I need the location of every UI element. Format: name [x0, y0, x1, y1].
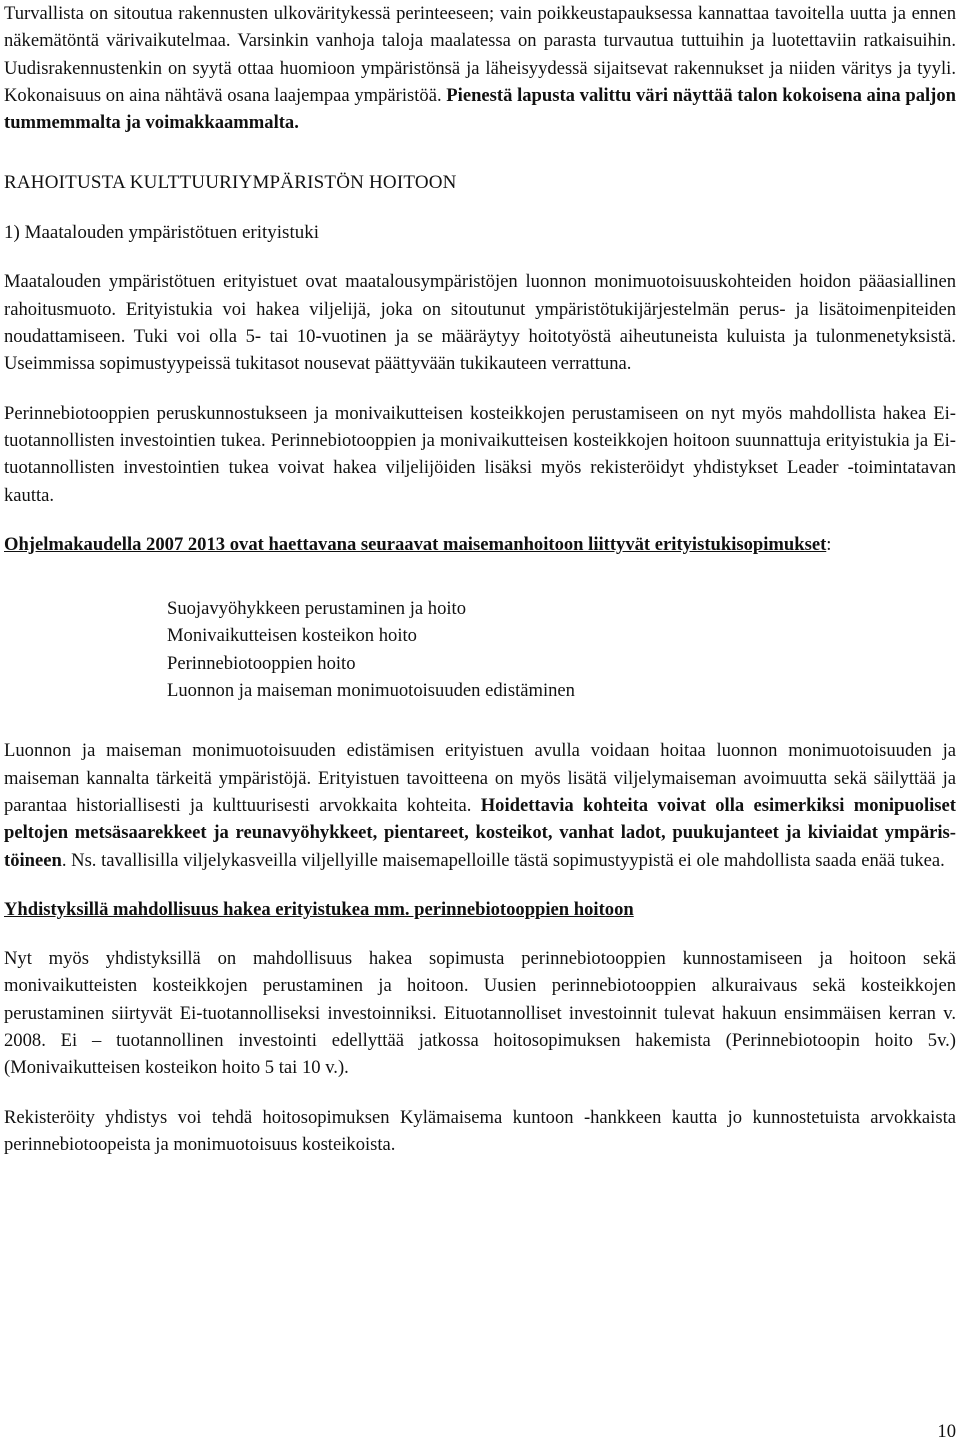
association-heading: Yhdistyksillä mahdollisuus hakea erityistukea mm. perinnebiotooppien hoitoon: [4, 898, 634, 920]
subsection-heading: 1) Maatalouden ympäristötuen erityistuki: [4, 222, 320, 244]
intro-bold-text: Pienestä lapusta valittu väri näyttää talon kokoisena aina paljon tummemmalta ja voimakkaammalta.: [4, 84, 956, 134]
list-item: Suojavyöhykkeen perustaminen ja hoito: [167, 598, 466, 620]
program-period-heading: Ohjelmakaudella 2007 2013 ovat haettavana seuraavat maisemanhoitoon liittyvät erityistukisopimukset: [4, 533, 827, 555]
agreement-type-list: [4, 595, 956, 704]
page-number: 10: [937, 1421, 956, 1442]
intro-text: Turvallista on sitoutua rakennusten ulkoväritykessä perinteeseen; vain poikkeustapauksessa kannattaa tavoitella uutta ja ennen näkemätöntä värivaikutelmaa. Varsinkin vanhoja taloja maalatessa on parasta turvautua tuttuihin ja luotettaviin ratkaisuihin. Uudisrakennustenkin on syytä ottaa huomioon ympäristönsä ja läheisyydessä sijaitsevat rakennukset ja niiden väritys ja tyyli. Kokonaisuus on aina nähtävä osana laajempaa ympäristöä.: [4, 3, 956, 106]
landscape-rest-text: . Ns. tavallisilla viljelykasveilla viljellyille maisemapelloille tästä sopimustyypistä ei ole mahdollista saada enää tukea.: [61, 849, 945, 871]
paragraph-environment-support: Maatalouden ympäristötuen erityistuet ovat maatalousympäristöjen luonnon monimuotoisuuskohteiden hoidon pääasiallinen rahoitusmuoto. Erityistukia voi hakea viljelijä, joka on sitoutunut ympäristötukijärjestelmän perus- ja lisätoimenpiteiden noudattamiseen. Tuki voi olla 5- tai 10-vuotinen ja se määräytyy hoitotyöstä aiheutuneista kuluista ja tulonmenetyksistä. Useimmissa sopimustyypeissä tukitasot nousevat päättyvään tukikauteen verrattuna.: [4, 271, 956, 375]
landscape-bold-text: Hoidettavia kohteita voivat olla esimerkiksi monipuoliset peltojen metsäsaarekkeet ja reunavyöhykkeet, pientareet, kosteikot, vanhat ladot, puukujanteet ja kiviaidat ympäristöineen: [4, 794, 956, 871]
paragraph-registered-association: Rekisteröity yhdistys voi tehdä hoitosopimuksen Kylämaisema kuntoon -hankkeen kautta jo kunnostetuista arvokkaista perinnebiotoopeista ja monimuotoisuus kosteikoista.: [4, 1106, 956, 1155]
paragraph-biotope-investments: Perinnebiotooppien peruskunnostukseen ja monivaikutteisen kosteikkojen perustamiseen on nyt myös mahdollista hakea Ei-tuotannollisten investointien tukea. Perinnebiotooppien ja monivaikutteisen kosteikkojen hoitoon suunnattuja erityistukia ja Ei-tuotannollisten investointien tukea voivat hakea viljelijöiden lisäksi myös rekisteröidyt yhdistykset Leader -toimintatavan kautta.: [4, 402, 956, 506]
paragraph-associations: Nyt myös yhdistyksillä on mahdollisuus hakea sopimusta perinnebiotooppien kunnostamiseen ja hoitoon sekä monivaikutteisten kosteikkojen perustaminen ja hoitoon. Uusien perinnebiotooppien alkuraivaus sekä kosteikkojen perustaminen siirtyvät Ei-tuotannolliseksi investoinniksi. Eituotannolliset investoinnit tulevat hakuun ensimmäisen kerran v. 2008. Ei – tuotannollinen investointi edellyttää jatkossa hoitosopimuksen hakemista (Perinnebiotoopin hoito 5v.) (Monivaikutteisen kosteikon hoito 5 tai 10 v.).: [4, 948, 956, 1079]
list-item: Monivaikutteisen kosteikon hoito: [167, 625, 417, 647]
paragraph-landscape-diversity: [4, 737, 956, 873]
program-period-paragraph: [4, 531, 956, 558]
section-heading: RAHOITUSTA KULTTUURIYMPÄRISTÖN HOITOON: [4, 172, 457, 194]
intro-paragraph: [4, 0, 956, 136]
list-item: Luonnon ja maiseman monimuotoisuuden edistäminen: [167, 680, 575, 702]
program-period-suffix: :: [826, 533, 832, 555]
landscape-text: Luonnon ja maiseman monimuotoisuuden edistämisen erityistuen avulla voidaan hoitaa luonnon monimuotoisuuden ja maiseman kannalta tärkeitä ympäristöjä. Erityistuen tavoitteena on myös lisätä viljelymaiseman avoimuutta sekä säilyttää ja parantaa historiallisesti ja kulttuurisesti arvokkaita kohteita.: [4, 740, 956, 816]
list-item: Perinnebiotooppien hoito: [167, 652, 356, 674]
